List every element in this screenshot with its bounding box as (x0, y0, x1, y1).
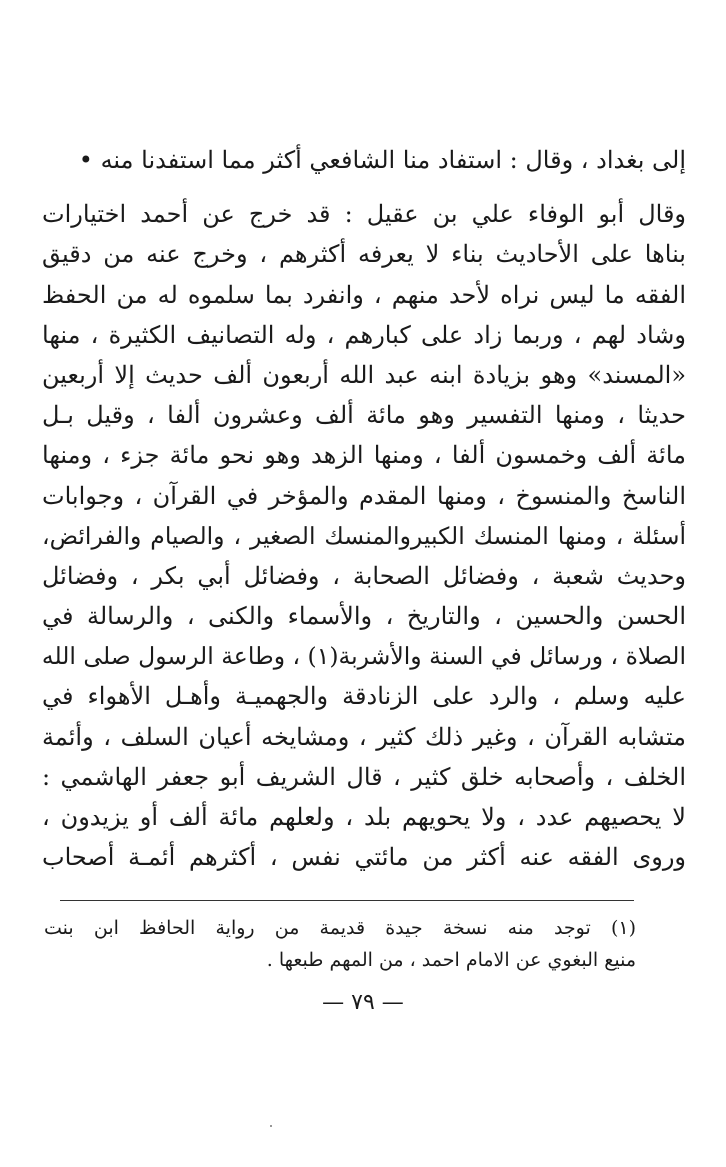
text-line-14: عليه وسلم ، والرد على الزنادقة والجهميـة وأهـل الأهواء في (42, 682, 686, 711)
text-line-12: الحسن والحسين ، والتاريخ ، والأسماء والكنى ، والرسالة في (42, 602, 686, 631)
text-line-5: وشاد لهم ، وربما زاد على كبارهم ، وله التصانيف الكثيرة ، منها (42, 320, 686, 349)
text-line-15: متشابه القرآن ، وغير ذلك كثير ، ومشايخه أعيان السلف ، وأئمة (42, 722, 686, 751)
text-line-4: الفقه ما ليس نراه لأحد منهم ، وانفرد بما سلموه له من الحفظ (42, 280, 686, 309)
text-line-11: وحديث شعبة ، وفضائل الصحابة ، وفضائل أبي بكر ، وفضائل (42, 561, 686, 590)
main-text (42, 140, 686, 877)
footnote-divider (60, 900, 634, 901)
text-line-16: الخلف ، وأصحابه خلق كثير ، قال الشريف أبو جعفر الهاشمي : (42, 762, 686, 791)
text-line-8: مائة ألف وخمسون ألفا ، ومنها الزهد وهو نحو مائة جزء ، ومنها (42, 441, 686, 470)
footnote-line-1: (١) توجد منه نسخة جيدة قديمة من رواية الحافظ ابن بنت (44, 917, 636, 939)
text-line-18: وروى الفقه عنه أكثر من مائتي نفس ، أكثرهم أئمـة أصحاب (42, 843, 686, 872)
text-line-1: إلى بغداد ، وقال : استفاد منا الشافعي أكثر مما استفدنا منه • (78, 146, 686, 174)
text-line-2: وقال أبو الوفاء علي بن عقيل : قد خرج عن أحمد اختيارات (42, 200, 686, 229)
footnote (44, 912, 636, 976)
page-number: — ٧٩ — (322, 990, 404, 1015)
text-line-6: «المسند» وهو بزيادة ابنه عبد الله أربعون ألف حديث إلا أربعين (42, 360, 686, 389)
footnote-line-2: منيع البغوي عن الامام احمد ، من المهم طبعها . (266, 949, 636, 971)
text-line-9: الناسخ والمنسوخ ، ومنها المقدم والمؤخر في القرآن ، وجوابات (42, 481, 686, 510)
scan-speck (270, 1125, 272, 1127)
text-line-17: لا يحصيهم عدد ، ولا يحويهم بلد ، ولعلهم مائة ألف أو يزيدون ، (42, 803, 686, 831)
text-line-3: بناها على الأحاديث بناء لا يعرفه أكثرهم ، وخرج عنه من دقيق (42, 240, 686, 269)
text-line-13: الصلاة ، ورسائل في السنة والأشربة(١) ، وطاعة الرسول صلى الله (41, 642, 686, 671)
text-line-7: حديثا ، ومنها التفسير وهو مائة ألف وعشرون ألفا ، وقيل بـل (42, 401, 686, 430)
text-line-10: أسئلة ، ومنها المنسك الكبيروالمنسك الصغير ، والصيام والفرائض، (42, 521, 686, 550)
